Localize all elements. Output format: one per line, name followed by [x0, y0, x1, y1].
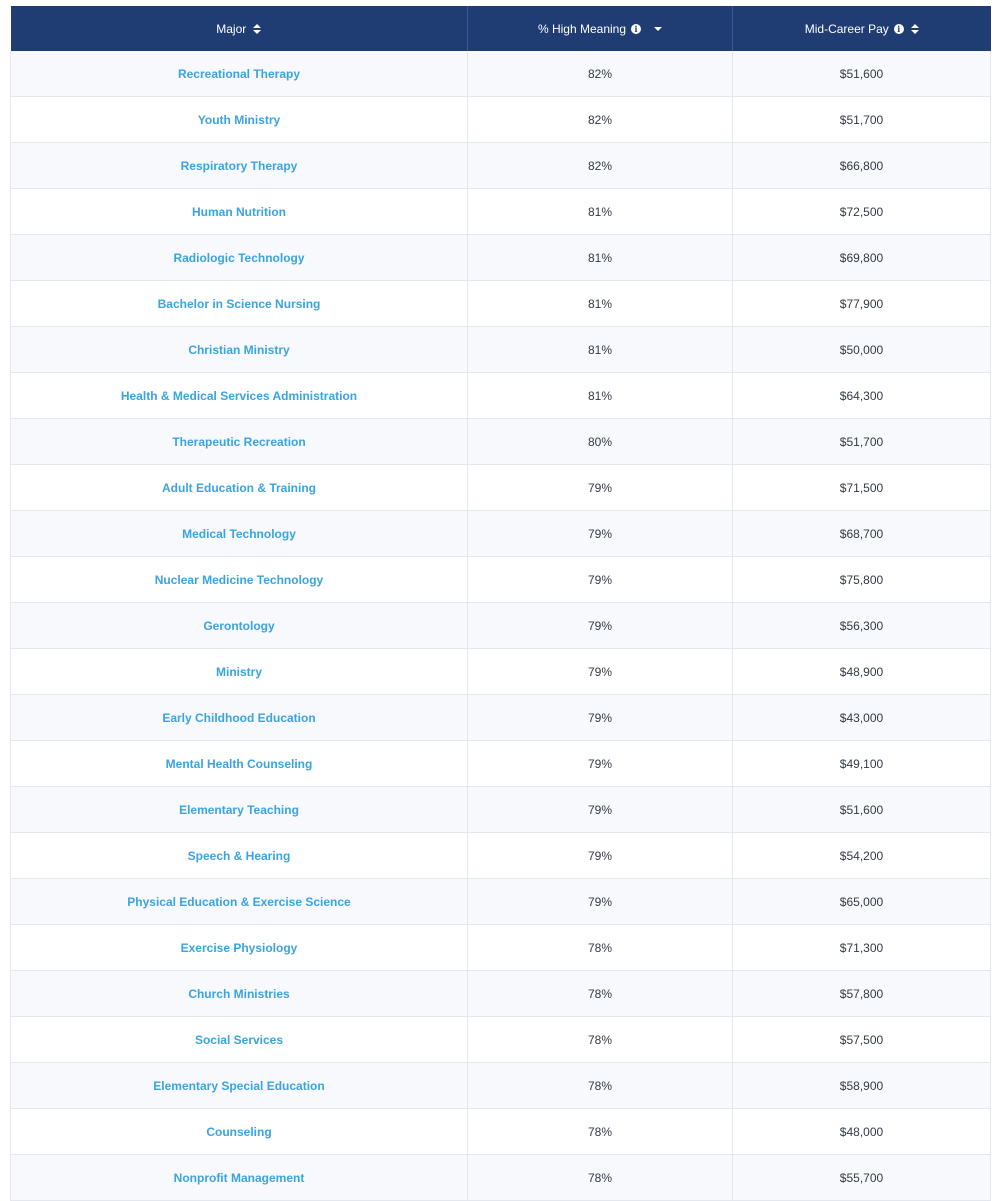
- major-cell: [11, 327, 468, 373]
- major-link[interactable]: Ministry: [215, 664, 262, 679]
- major-link[interactable]: Therapeutic Recreation: [172, 434, 306, 449]
- table-row: [11, 143, 991, 189]
- mid-career-pay-cell: $66,800: [733, 143, 991, 189]
- mid-career-pay-cell: $51,700: [733, 97, 991, 143]
- high-meaning-cell: 82%: [468, 143, 733, 189]
- major-link[interactable]: Radiologic Technology: [173, 250, 305, 265]
- table-row: [11, 51, 991, 97]
- high-meaning-cell: 79%: [468, 833, 733, 879]
- high-meaning-cell: 78%: [468, 1063, 733, 1109]
- table-row: [11, 327, 991, 373]
- major-cell: [11, 649, 468, 695]
- high-meaning-cell: 81%: [468, 373, 733, 419]
- mid-career-pay-cell: $51,600: [733, 51, 991, 97]
- major-cell: [11, 1017, 468, 1063]
- table-row: [11, 925, 991, 971]
- mid-career-pay-cell: $64,300: [733, 373, 991, 419]
- major-link[interactable]: Mental Health Counseling: [165, 756, 313, 771]
- major-cell: [11, 235, 468, 281]
- major-cell: [11, 1063, 468, 1109]
- mid-career-pay-cell: $43,000: [733, 695, 991, 741]
- major-cell: [11, 879, 468, 925]
- major-link[interactable]: Counseling: [206, 1124, 272, 1139]
- header-row: [11, 6, 991, 51]
- table-row: [11, 649, 991, 695]
- mid-career-pay-cell: $71,500: [733, 465, 991, 511]
- major-link[interactable]: Elementary Special Education: [153, 1078, 325, 1093]
- table-row: [11, 1017, 991, 1063]
- high-meaning-cell: 80%: [468, 419, 733, 465]
- mid-career-pay-cell: $71,300: [733, 925, 991, 971]
- major-cell: [11, 189, 468, 235]
- major-link[interactable]: Nonprofit Management: [173, 1170, 305, 1185]
- major-link[interactable]: Physical Education & Exercise Science: [127, 894, 351, 909]
- major-link[interactable]: Early Childhood Education: [162, 710, 316, 725]
- table-row: [11, 603, 991, 649]
- major-cell: [11, 971, 468, 1017]
- mid-career-pay-cell: $75,800: [733, 557, 991, 603]
- major-cell: [11, 97, 468, 143]
- high-meaning-cell: 79%: [468, 649, 733, 695]
- major-cell: [11, 511, 468, 557]
- major-link[interactable]: Social Services: [194, 1032, 284, 1047]
- major-link[interactable]: Bachelor in Science Nursing: [157, 296, 321, 311]
- high-meaning-cell: 78%: [468, 925, 733, 971]
- high-meaning-cell: 79%: [468, 695, 733, 741]
- table-row: [11, 557, 991, 603]
- major-cell: [11, 281, 468, 327]
- column-header-label: Major: [216, 21, 247, 36]
- high-meaning-cell: 78%: [468, 1109, 733, 1155]
- table-row: [11, 373, 991, 419]
- major-cell: [11, 695, 468, 741]
- sort-descending-icon[interactable]: [654, 26, 662, 32]
- major-cell: [11, 419, 468, 465]
- major-link[interactable]: Nuclear Medicine Technology: [154, 572, 324, 587]
- sort-icon[interactable]: [911, 24, 919, 34]
- major-link[interactable]: Medical Technology: [182, 526, 296, 541]
- high-meaning-cell: 81%: [468, 281, 733, 327]
- column-header-label: % High Meaning: [537, 21, 627, 36]
- major-cell: [11, 465, 468, 511]
- high-meaning-cell: 79%: [468, 741, 733, 787]
- major-link[interactable]: Gerontology: [203, 618, 275, 633]
- mid-career-pay-cell: $57,800: [733, 971, 991, 1017]
- column-header-major[interactable]: [11, 6, 468, 51]
- table-row: [11, 235, 991, 281]
- sort-icon[interactable]: [253, 24, 261, 34]
- major-cell: [11, 557, 468, 603]
- info-icon[interactable]: i: [631, 24, 641, 34]
- mid-career-pay-cell: $48,000: [733, 1109, 991, 1155]
- mid-career-pay-cell: $77,900: [733, 281, 991, 327]
- major-cell: [11, 925, 468, 971]
- table-row: [11, 787, 991, 833]
- column-header-high-meaning[interactable]: [468, 6, 733, 51]
- major-cell: [11, 603, 468, 649]
- table-row: [11, 281, 991, 327]
- table-row: [11, 741, 991, 787]
- table-row: [11, 833, 991, 879]
- high-meaning-cell: 79%: [468, 511, 733, 557]
- major-cell: [11, 373, 468, 419]
- mid-career-pay-cell: $69,800: [733, 235, 991, 281]
- table-row: [11, 695, 991, 741]
- high-meaning-cell: 79%: [468, 465, 733, 511]
- table-row: [11, 1155, 991, 1201]
- table-row: [11, 97, 991, 143]
- high-meaning-cell: 82%: [468, 97, 733, 143]
- major-link[interactable]: Christian Ministry: [188, 342, 290, 357]
- mid-career-pay-cell: $54,200: [733, 833, 991, 879]
- mid-career-pay-cell: $68,700: [733, 511, 991, 557]
- table-body: [11, 51, 991, 1201]
- high-meaning-cell: 81%: [468, 327, 733, 373]
- high-meaning-cell: 78%: [468, 1017, 733, 1063]
- mid-career-pay-cell: $56,300: [733, 603, 991, 649]
- major-cell: [11, 1109, 468, 1155]
- major-cell: [11, 51, 468, 97]
- majors-table: [10, 6, 991, 1201]
- mid-career-pay-cell: $55,700: [733, 1155, 991, 1201]
- high-meaning-cell: 78%: [468, 1155, 733, 1201]
- major-cell: [11, 787, 468, 833]
- mid-career-pay-cell: $72,500: [733, 189, 991, 235]
- high-meaning-cell: 79%: [468, 603, 733, 649]
- major-link[interactable]: Church Ministries: [188, 986, 290, 1001]
- mid-career-pay-cell: $58,900: [733, 1063, 991, 1109]
- high-meaning-cell: 82%: [468, 51, 733, 97]
- major-link[interactable]: Recreational Therapy: [177, 66, 301, 81]
- major-cell: [11, 143, 468, 189]
- major-link[interactable]: Exercise Physiology: [180, 940, 298, 955]
- mid-career-pay-cell: $48,900: [733, 649, 991, 695]
- mid-career-pay-cell: $51,700: [733, 419, 991, 465]
- table-row: [11, 419, 991, 465]
- high-meaning-cell: 81%: [468, 189, 733, 235]
- mid-career-pay-cell: $49,100: [733, 741, 991, 787]
- high-meaning-cell: 79%: [468, 879, 733, 925]
- column-header-mid-career-pay[interactable]: [733, 6, 991, 51]
- info-icon[interactable]: i: [894, 24, 904, 34]
- table-row: [11, 511, 991, 557]
- major-cell: [11, 833, 468, 879]
- major-link[interactable]: Human Nutrition: [192, 204, 286, 219]
- table-header: [11, 6, 991, 51]
- high-meaning-cell: 79%: [468, 557, 733, 603]
- major-link[interactable]: Adult Education & Training: [162, 480, 316, 495]
- high-meaning-cell: 81%: [468, 235, 733, 281]
- table-row: [11, 879, 991, 925]
- mid-career-pay-cell: $51,600: [733, 787, 991, 833]
- high-meaning-cell: 78%: [468, 971, 733, 1017]
- mid-career-pay-cell: $57,500: [733, 1017, 991, 1063]
- table-row: [11, 1109, 991, 1155]
- column-header-label: Mid-Career Pay: [804, 21, 889, 36]
- mid-career-pay-cell: $65,000: [733, 879, 991, 925]
- major-cell: [11, 1155, 468, 1201]
- major-link[interactable]: Health & Medical Services Administration: [120, 388, 358, 403]
- major-link[interactable]: Respiratory Therapy: [180, 158, 298, 173]
- table-row: [11, 465, 991, 511]
- major-link[interactable]: Youth Ministry: [197, 112, 281, 127]
- mid-career-pay-cell: $50,000: [733, 327, 991, 373]
- major-link[interactable]: Elementary Teaching: [179, 802, 299, 817]
- table-row: [11, 189, 991, 235]
- table-row: [11, 1063, 991, 1109]
- major-cell: [11, 741, 468, 787]
- table-row: [11, 971, 991, 1017]
- high-meaning-cell: 79%: [468, 787, 733, 833]
- majors-table-container: [10, 6, 990, 1201]
- major-link[interactable]: Speech & Hearing: [187, 848, 291, 863]
